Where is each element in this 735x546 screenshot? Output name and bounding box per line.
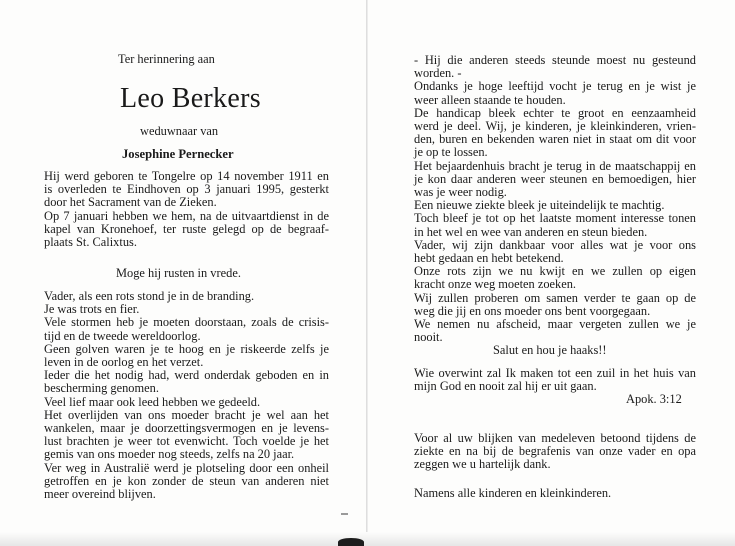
text-line: Geen golven waren je te hoog en je riskeerde zelfs je <box>44 341 329 356</box>
spouse-name: Josephine Pernecker <box>122 147 234 161</box>
farewell-text: Salut en hou je haaks!! <box>493 343 607 357</box>
verse-line: Wie overwint zal Ik maken tot een zuil in het huis van <box>414 366 696 380</box>
card-fold <box>366 0 368 546</box>
text-line: leven in de oorlog en het verzet. <box>44 355 204 370</box>
text-line: De handicap bleek echter te groot en eenzaamheid <box>414 105 696 120</box>
verse-reference: Apok. 3:12 <box>626 392 682 406</box>
text-line: Je was trots en fier. <box>44 302 140 317</box>
text-line: je op te lossen. <box>414 145 488 160</box>
text-line: in het wel en wee van anderen en steun bieden. <box>414 224 648 239</box>
bible-verse <box>414 367 696 393</box>
text-line: weg die jij en ons moeder ons bent voorgegaan. <box>414 303 651 318</box>
card-bottom-edge <box>0 532 735 546</box>
text-line: Onze rots zijn we nu kwijt en we zullen op eigen <box>414 264 696 279</box>
tribute-text-right <box>414 54 696 344</box>
text-line: worden. - <box>414 66 462 81</box>
text-line: was je weer nodig. <box>414 185 507 200</box>
thanks-line: ziekte en na bij de begrafenis van onze vader en opa <box>414 444 696 459</box>
text-line: den, buren en bekenden waren niet in staat om dit voor <box>414 132 696 147</box>
text-line: wankelen, maar je doorzettingsvermogen en je levens- <box>44 421 329 436</box>
scan-smudge <box>338 538 364 546</box>
text-line: Wij zullen proberen om samen verder te gaan op de <box>414 290 696 305</box>
text-line: Ieder die het nodig had, werd onderdak geboden en in <box>44 368 329 383</box>
signature-text: Namens alle kinderen en kleinkinderen. <box>414 486 612 500</box>
thanks-line: zeggen we u hartelijk dank. <box>414 457 551 472</box>
bio-line: Hij werd geboren te Tongelre op 14 november 1911 en <box>44 169 329 183</box>
bio-line: plaats St. Calixtus. <box>44 235 137 250</box>
deceased-name: Leo Berkers <box>120 83 261 114</box>
text-line: Ondanks je hoge leeftijd vocht je terug en je wist je <box>414 79 696 94</box>
prayer-text: Moge hij rusten in vrede. <box>116 266 241 280</box>
bio-line: door het Sacrament van de Zieken. <box>44 195 217 210</box>
text-line: je kon daar anderen weer steunen en bemoedigen, hier <box>414 171 696 186</box>
thanks-paragraph <box>414 432 696 472</box>
text-line: bescherming genomen. <box>44 381 159 396</box>
text-line: Vader, wij zijn dankbaar voor alles wat je voor ons <box>414 237 696 252</box>
scan-mark <box>341 513 348 515</box>
text-line: meer overeind blijven. <box>44 487 156 502</box>
text-line: Vele stormen heb je moeten doorstaan, zoals de crisis- <box>44 315 329 330</box>
text-line: Het bejaardenhuis bracht je terug in de maatschappij en <box>414 158 696 173</box>
verse-line: mijn God en nooit zal hij er uit gaan. <box>414 379 597 394</box>
text-line: werd je deel. Wij, je kinderen, je kleinkinderen, vrien- <box>414 119 696 134</box>
text-line: weer alleen staande te houden. <box>414 92 566 107</box>
bio-line: kapel van Kronehoef, ter ruste gelegd op de begraaf- <box>44 221 329 236</box>
text-line: Veel lief maar ook leed hebben we gedeeld. <box>44 394 261 409</box>
text-line: nooit. <box>414 330 443 345</box>
text-line: We nemen nu afscheid, maar vergeten zullen we je <box>414 317 696 332</box>
text-line: gemis van ons moeder nog steeds, zelfs na 20 jaar. <box>44 447 295 462</box>
text-line: Ver weg in Australië werd je plotseling door een onheil <box>44 460 329 475</box>
text-line: tijd en de tweede wereldoorlog. <box>44 328 201 343</box>
text-line: lust brachten je weer tot evenwicht. Toch voelde je het <box>44 434 329 449</box>
bio-line: Op 7 januari hebben we hem, na de uitvaartdienst in de <box>44 208 329 223</box>
bio-line: is overleden te Eindhoven op 3 januari 1995, gesterkt <box>44 182 329 197</box>
relation-text: weduwnaar van <box>140 124 219 138</box>
intro-text: Ter herinnering aan <box>118 52 215 66</box>
text-line: kracht onze weg moeten zoeken. <box>414 277 577 292</box>
text-line: getroffen en je kon zonder de steun van anderen niet <box>44 473 329 488</box>
text-line: Een nieuwe ziekte bleek je uiteindelijk te machtig. <box>414 198 665 213</box>
tribute-text-left <box>44 290 329 501</box>
text-line: hebt gedaan en hebt betekend. <box>414 251 564 266</box>
text-line: - Hij die anderen steeds steunde moest nu gesteund <box>414 53 696 67</box>
thanks-line: Voor al uw blijken van medeleven betoond tijdens de <box>414 431 696 445</box>
bio-paragraph <box>44 170 329 249</box>
text-line: Vader, als een rots stond je in de branding. <box>44 289 255 303</box>
text-line: Het overlijden van ons moeder bracht je wel aan het <box>44 407 329 422</box>
text-line: Toch bleef je tot op het laatste moment interesse tonen <box>414 211 696 226</box>
